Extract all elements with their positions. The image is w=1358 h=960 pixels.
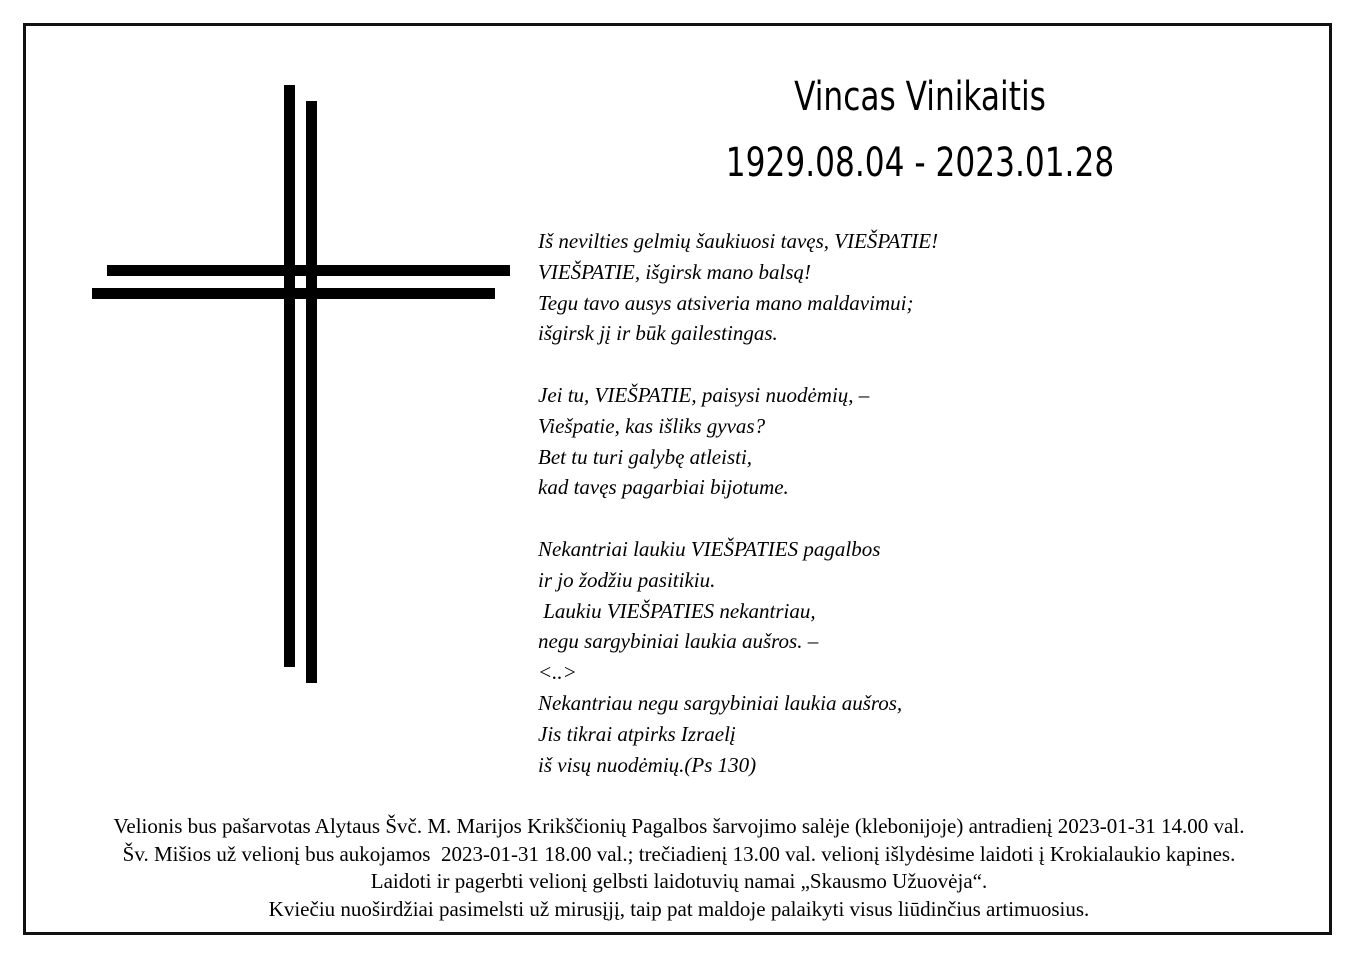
funeral-details-line: Laidoti ir pagerbti velionį gelbsti laidotuvių namai „Skausmo Užuovėja“. <box>370 869 988 894</box>
psalm-line: kad tavęs pagarbiai bijotume. <box>538 475 789 500</box>
funeral-details <box>26 813 1332 923</box>
psalm-stanza <box>538 380 1098 503</box>
psalm-line: Nekantriai laukiu VIEŠPATIES pagalbos <box>538 536 881 561</box>
psalm-line: išgirsk jį ir būk gailestingas. <box>538 321 778 346</box>
psalm-line: iš visų nuodėmių.(Ps 130) <box>538 752 757 777</box>
funeral-details-line: Šv. Mišios už velionį bus aukojamos 2023-01-31 18.00 val.; trečiadienį 13.00 val. velionį išlydėsime laidoti į Krokialaukio kapines. <box>122 841 1236 866</box>
psalm-line: Tegu tavo ausys atsiveria mano maldavimui; <box>538 290 914 315</box>
psalm-line: Bet tu turi galybę atleisti, <box>538 444 753 469</box>
life-dates: 1929.08.04 - 2023.01.28 <box>725 140 1115 186</box>
psalm-stanza <box>538 226 1098 349</box>
psalm-line: Jei tu, VIEŠPATIE, paisysi nuodėmių, – <box>538 382 870 407</box>
psalm-line: Nekantriau negu sargybiniai laukia aušros, <box>538 690 903 715</box>
psalm-line: ir jo žodžiu pasitikiu. <box>538 567 716 592</box>
cross-horizontal-top-bar <box>107 265 510 276</box>
psalm-line: Jis tikrai atpirks Izraelį <box>538 721 736 746</box>
cross-vertical-left-bar <box>284 85 295 667</box>
psalm-line: VIEŠPATIE, išgirsk mano balsą! <box>538 259 811 284</box>
cross-vertical-right-bar <box>306 101 317 683</box>
funeral-details-line: Kviečiu nuoširdžiai pasimelsti už mirusįjį, taip pat maldoje palaikyti visus liūdinčius artimuosius. <box>268 896 1090 921</box>
psalm-line: Viešpatie, kas išliks gyvas? <box>538 413 766 438</box>
psalm-line: <..> <box>538 660 577 685</box>
psalm-text <box>538 226 1098 780</box>
deceased-name: Vincas Vinikaitis <box>794 74 1046 120</box>
psalm-line: Laukiu VIEŠPATIES nekantriau, <box>538 598 816 623</box>
psalm-stanza <box>538 534 1098 780</box>
funeral-details-line: Velionis bus pašarvotas Alytaus Švč. M. Marijos Krikščionių Pagalbos šarvojimo salėje (klebonijoje) antradienį 2023-01-31 14.00 val. <box>113 814 1245 838</box>
cross-horizontal-bottom-bar <box>92 288 495 299</box>
psalm-line: negu sargybiniai laukia aušros. – <box>538 629 819 654</box>
psalm-line: Iš nevilties gelmių šaukiuosi tavęs, VIEŠPATIE! <box>538 229 939 253</box>
